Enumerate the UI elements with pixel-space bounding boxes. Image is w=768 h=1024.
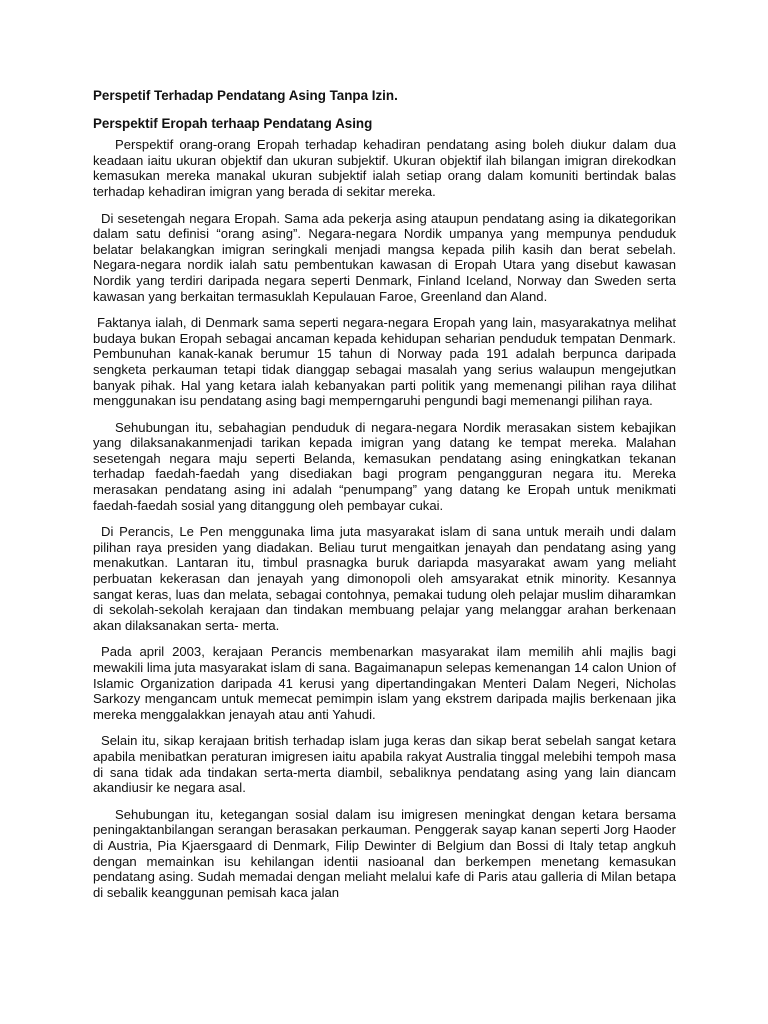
- paragraph: Perspektif orang-orang Eropah terhadap kehadiran pendatang asing boleh diukur dalam dua keadaan iaitu ukuran objektif dan ukuran subjektif. Ukuran objektif ilah bilangan imigran direkodkan kemasukan mereka manakal ukuran subjektif ialah setiap orang dalam komuniti bertindak balas terhadap kehadiran imigran yang berada di sekitar mereka.: [93, 137, 676, 199]
- document-page: [93, 88, 676, 911]
- paragraph: Sehubungan itu, sebahagian penduduk di negara-negara Nordik merasakan sistem kebajikan yang dilaksanakanmenjadi tarikan kepada imigran yang datang ke tempat mereka. Malahan sesetengah negara maju seperti Belanda, kemasukan pendatang asing eningkatkan tekanan terhadap faedah-faedah yang disediakan bagi program pengangguran negara itu. Mereka merasakan pendatang asing ini adalah “penumpang” yang datang ke Eropah untuk menikmati faedah-faedah sosial yang ditanggung oleh pembayar cukai.: [93, 419, 676, 513]
- paragraph: Di sesetengah negara Eropah. Sama ada pekerja asing ataupun pendatang asing ia dikategorikan dalam satu definisi “orang asing”. Negara-negara Nordik umpanya yang mempunya penduduk belatar belakangkan imigran seringkali menjadi mangsa kepada pilih kasih dan berat sebelah. Negara-negara nordik ialah satu pembentukan kawasan di Eropah Utara yang disebut kawasan Nordik yang terdiri daripada negara seperti Denmark, Finland Iceland, Norway dan Sweden serta kawasan yang berkaitan termasuklah Kepulauan Faroe, Greenland dan Aland.: [93, 210, 676, 304]
- paragraph: Pada april 2003, kerajaan Perancis membenarkan masyarakat ilam memilih ahli majlis bagi mewakili lima juta masyarakat islam di sana. Bagaimanapun selepas kemenangan 14 calon Union of Islamic Organization daripada 41 kerusi yang dipertandingakan Menteri Dalam Negeri, Nicholas Sarkozy mengancam untuk memecat pemimpin islam yang ekstrem daripada majlis berkenaan jika mereka menggalakkan jenayah atau anti Yahudi.: [93, 644, 676, 722]
- paragraph: Selain itu, sikap kerajaan british terhadap islam juga keras dan sikap berat sebelah sangat ketara apabila menibatkan peraturan imigresen iaitu apabila rakyat Australia tinggal melebihi tempoh masa di sana tidak ada tindakan serta-merta diambil, sebaliknya pendatang asing yang lain diancam akandiusir ke negara asal.: [93, 733, 676, 796]
- section-subtitle: Perspektif Eropah terhaap Pendatang Asing: [93, 115, 373, 131]
- paragraph: Faktanya ialah, di Denmark sama seperti negara-negara Eropah yang lain, masyarakatnya melihat budaya bukan Eropah sebagai ancaman kepada kehidupan seharian penduduk tempatan Denmark. Pembunuhan kanak-kanak berumur 15 tahun di Norway pada 191 adalah berpunca daripada sengketa perkauman tetapi tidak dianggap sebagai masalah yang serius walaupun mengejutkan banyak pihak. Hal yang ketara ialah kebanyakan parti politik yang memenangi pilihan raya dilihat menggunakan isu pendatang asing bagi memperngaruhi pengundi bagi memenangi pilihan raya.: [93, 315, 676, 409]
- document-title: Perspetif Terhadap Pendatang Asing Tanpa Izin.: [93, 88, 398, 103]
- paragraph: Di Perancis, Le Pen menggunaka lima juta masyarakat islam di sana untuk meraih undi dalam pilihan raya presiden yang diadakan. Beliau turut mengaitkan jenayah dan pendatang asing yang menakutkan. Lantaran itu, timbul prasnagka buruk dariapda masyarakat awam yang meliaht perbuatan kekerasan dan jenayah yang dimonopoli oleh amsyarakat etnik minority. Kesannya sangat keras, luas dan melata, sebagai contohnya, pemakai tudung oleh pelajar muslim diharamkan di sekolah-sekolah kerajaan dan tindakan membuang pelajar yang melanggar arahan berkenaan akan dilaksanakan serta- merta.: [93, 524, 676, 633]
- paragraph: Sehubungan itu, ketegangan sosial dalam isu imigresen meningkat dengan ketara bersama peningaktanbilangan serangan berasakan perkauman. Penggerak sayap kanan seperti Jorg Haoder di Austria, Pia Kjaersgaard di Denmark, Filip Dewinter di Belgium dan Bossi di Italy tetap angkuh dengan memainkan isu kehilangan identii nasioanal dan berkempen menetang kemasukan pendatang asing. Sudah memadai dengan meliaht melalui kafe di Paris atau galleria di Milan betapa di sebalik keanggunan pemisah kaca jalan: [93, 806, 676, 900]
